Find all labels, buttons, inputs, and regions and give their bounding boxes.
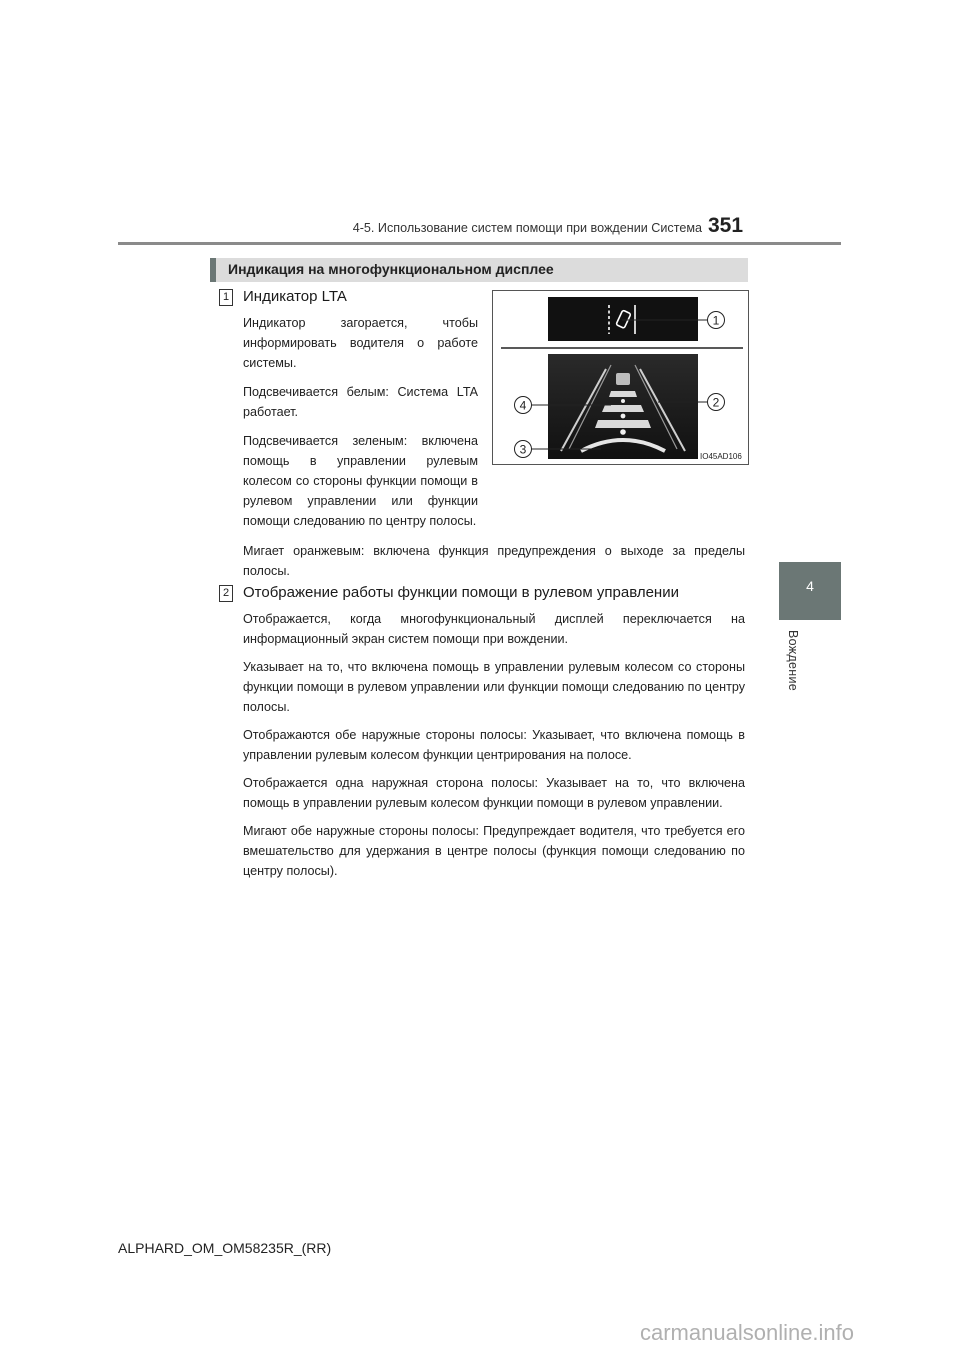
item-1-narrow-text bbox=[243, 313, 478, 531]
paragraph: Отображается одна наружная сторона полосы: Указывает на то, что включена помощь в управлении рулевым колесом функции помощи в рулевом управлении. bbox=[243, 776, 745, 810]
section-header bbox=[210, 258, 748, 282]
watermark: carmanualsonline.info bbox=[640, 1320, 855, 1345]
document-code: ALPHARD_OM_OM58235R_(RR) bbox=[118, 1240, 332, 1256]
paragraph: Указывает на то, что включена помощь в управлении рулевым колесом со стороны функции помощи в рулевом управлении или функции помощи следованию по центру полосы. bbox=[243, 660, 745, 714]
section-title: Индикация на многофункциональном дисплее bbox=[228, 261, 554, 277]
figure-code: IO45AD106 bbox=[700, 452, 742, 461]
chapter-number: 4 bbox=[806, 578, 814, 594]
item-2-text bbox=[243, 609, 745, 881]
display-illustration-svg bbox=[493, 291, 748, 464]
paragraph: Индикатор загорается, чтобы информировать водителя о работе системы. bbox=[243, 316, 478, 370]
item-title-1: Индикатор LTA bbox=[243, 288, 347, 305]
display-illustration bbox=[492, 290, 749, 465]
item-title-2: Отображение работы функции помощи в рулевом управлении bbox=[243, 584, 679, 601]
paragraph: Мигает оранжевым: включена функция предупреждения о выходе за пределы полосы. bbox=[243, 544, 745, 578]
callout-label-3: 3 bbox=[519, 442, 527, 457]
lta-indicator-panel bbox=[548, 297, 698, 341]
callout-label-4: 4 bbox=[519, 398, 527, 413]
vehicle-ahead bbox=[616, 373, 630, 385]
paragraph: Отображается, когда многофункциональный дисплей переключается на информационный экран систем помощи при вождении. bbox=[243, 612, 745, 646]
paragraph: Подсвечивается зеленым: включена помощь в управлении рулевым колесом со стороны функции помощи в рулевом управлении или функции помощи следованию по центру полосы. bbox=[243, 434, 478, 528]
running-header: 4-5. Использование систем помощи при вождении Система bbox=[352, 221, 702, 235]
paragraph: Подсвечивается белым: Система LTA работает. bbox=[243, 385, 478, 419]
callout-label-2: 2 bbox=[712, 395, 720, 410]
header-divider bbox=[118, 242, 841, 245]
item-marker-1: 1 bbox=[219, 289, 233, 306]
page-number: 351 bbox=[708, 214, 744, 237]
paragraph: Мигают обе наружные стороны полосы: Предупреждает водителя, что требуется его вмешательство для удержания в центре полосы (функция помощи следованию по центру полосы). bbox=[243, 824, 745, 878]
callout-label-1: 1 bbox=[712, 313, 720, 328]
chapter-label: Вождение bbox=[786, 630, 800, 691]
item-1-wide-text bbox=[243, 541, 745, 581]
paragraph: Отображаются обе наружные стороны полосы: Указывает, что включена помощь в управлении рулевым колесом функции центрирования на полосе. bbox=[243, 728, 745, 762]
item-marker-2: 2 bbox=[219, 585, 233, 602]
